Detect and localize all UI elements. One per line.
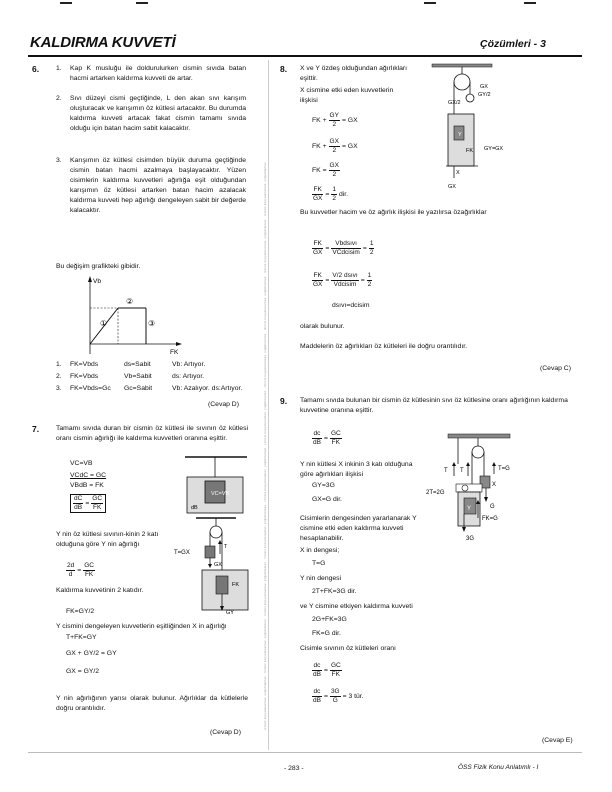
footer-rule xyxy=(28,752,582,753)
q7-eq6: T+FK=GY xyxy=(66,634,97,641)
q7-answer: (Cevap D) xyxy=(210,729,241,736)
q8-eq-3: FK = $\frac{GX}{2}$ xyxy=(312,162,339,178)
q8-text3: Bu kuvvetler hacim ve öz ağırlık ilişkisi ile yazılırsa özağırlıklar xyxy=(300,209,487,216)
fig9-g: G xyxy=(490,504,495,510)
fig9-two-t: 2T=2G xyxy=(426,490,445,496)
q9-number: 9. xyxy=(280,396,288,406)
top-mark xyxy=(424,2,436,4)
q9-text4: X in dengesi; xyxy=(300,547,340,554)
q6-table: 1. FK=Vbds ds=Sabit Vb: Artıyor. 2. FK=Vbds Vb=Sabit ds: Artıyor. 3. FK=Vbds=Gc Gc=Sabit Vb: Azalıyor. ds:Artıyor. xyxy=(56,361,243,392)
region-3: ③ xyxy=(148,319,156,328)
q8-intro: X ve Y özdeş olduğundan ağırlıkları eşittir. xyxy=(300,65,408,82)
top-mark xyxy=(524,2,536,4)
fig-gx: GX xyxy=(480,84,488,90)
q7-eq3: VBdB = FK xyxy=(70,482,104,489)
q6-item-1: 1. Kap K musluğu ile doldurulurken cismin sıvıda batan hacmi artarken kaldırma kuvveti de artar. xyxy=(56,65,246,82)
fig-fk: FK xyxy=(466,148,474,154)
region-2: ② xyxy=(126,297,134,306)
q9-text5: Y nin dengesi xyxy=(300,575,342,582)
x-axis-arrow xyxy=(176,342,182,346)
q6-number: 6. xyxy=(32,64,40,74)
q8-eq-1: FK + $\frac{GY}{2}$ = GX xyxy=(312,112,358,128)
q9-figure xyxy=(424,432,544,552)
q7-text3: Kaldırma kuvvetinin 2 katıdır. xyxy=(56,587,144,594)
q9-eq5: 2T+FK=3G dir. xyxy=(312,588,357,595)
q9-eq8: $\frac{dc}{dB}$ = $\frac{GC}{FK}$ xyxy=(313,662,341,678)
fig2-t2: T xyxy=(224,544,228,550)
q7-number: 7. xyxy=(32,424,40,434)
q9-intro: Tamamı sıvıda bulunan bir cismin öz kütlesinin sıvı öz kütlesine oranı ağırlığının kaldırma kuvvetine oranına eşittir. xyxy=(300,397,568,414)
q9-eq4: T=G xyxy=(312,560,326,567)
y-axis-arrow xyxy=(88,276,92,282)
q7-text4: Y cismini dengeleyen kuvvetlerin eşitliğinden X in ağırlığı xyxy=(56,623,227,630)
q7-eq7: GX + GY/2 = GY xyxy=(66,650,117,657)
q8-eqC: dsıvı=dcisim xyxy=(332,302,370,309)
q7-eq5: FK=GY/2 xyxy=(66,608,95,615)
q8-number: 8. xyxy=(280,64,288,74)
fig9-x: X xyxy=(492,482,497,488)
q8-conclusion: Maddelerin öz ağırlıkları öz kütleleri ile doğru orantılıdır. xyxy=(300,343,467,350)
q9-text6: ve Y cismine etkiyen kaldırma kuvveti xyxy=(300,603,413,610)
q9-eq3: GX=G dir. xyxy=(312,496,343,503)
region-1: ① xyxy=(100,319,108,328)
graph-ylabel: Vb xyxy=(93,278,101,285)
fig9-y: Y xyxy=(467,506,472,512)
fig-gx2: GX/2 xyxy=(448,100,461,106)
q7-conclusion: Y nin ağırlığının yarısı olarak bulunur. Ağırlıklar da kütlelerle doğru orantılıdır. xyxy=(56,695,248,712)
top-mark xyxy=(136,2,148,4)
fig9-tg: T=G xyxy=(498,466,510,472)
fig9-fk: FK=G xyxy=(482,516,498,522)
q7-eq4: $\frac{2d}{d}$ = $\frac{GC}{FK}$ xyxy=(67,562,94,578)
q8-text2: X cismine etki eden kuvvetlerin ilişkisi xyxy=(300,87,394,104)
q6-item-3: 3. Karışımın öz kütlesi cisimden büyük duruma geçtiğinde cismin batan hacmi azalmaya başlayacaktır. Yüzen cisimlerin kaldırma kuvvetleri ağırlığa eşit olduğundan karışımın öz kütlesi artarken batan hacim azalacak kaldırma kuvveti hep ağırlığı dengeleyen sabit bir değerde kalacaktır. xyxy=(56,157,246,214)
q9-answer: (Cevap E) xyxy=(542,737,573,744)
book-title: ÖSS Fizik Konu Anlatımlı - I xyxy=(458,764,539,771)
fig-y: Y xyxy=(458,132,462,138)
fig9-t1: T xyxy=(444,468,448,474)
page-title: KALDIRMA KUVVETİ xyxy=(30,34,176,51)
q7-intro: Tamamı sıvıda duran bir cismin öz kütlesi ile sıvının öz kütlesi oranı cismin ağırlığı ile kaldırma kuvvetleri oranına eşittir. xyxy=(56,425,248,442)
q7-figure-2 xyxy=(172,516,254,616)
fig1-label: VC=VB xyxy=(211,491,230,497)
margin-note: İzinsiz kopyalanamaz, çoğaltılamaz · İzinsiz kopyalanamaz, çoğaltılamaz · İzinsiz kopyalanamaz, çoğaltılamaz · İzinsiz kopyalanamaz, çoğaltılamaz · İzinsiz kopyalanamaz, çoğaltılamaz · İzinsiz kopyalanamaz, çoğaltılamaz · İzinsiz kopyalanamaz, çoğaltılamaz · İzinsiz kopyalanamaz, çoğaltılamaz · İzinsiz kopyalanamaz, çoğaltılamaz · İzinsiz kopyalanamaz, çoğaltılamaz xyxy=(263,162,267,730)
page-number: - 283 - xyxy=(284,765,304,772)
q9-eq6: 2G+FK=3G xyxy=(312,616,347,623)
fig2-gy: GY xyxy=(226,610,234,616)
q6-graph xyxy=(84,274,184,358)
q8-found: olarak bulunur. xyxy=(300,323,345,330)
q9-eq9: $\frac{dc}{dB}$ = $\frac{3G}{G}$ = 3 tür. xyxy=(313,688,364,704)
q8-figure xyxy=(418,62,558,192)
q8-answer: (Cevap C) xyxy=(540,365,571,372)
fig9-3g: 3G xyxy=(466,536,475,542)
fig-gy2: GY/2 xyxy=(478,92,491,98)
q8-eq-2: FK + $\frac{GX}{2}$ = GX xyxy=(312,138,358,154)
q9-eq2: GY=3G xyxy=(312,482,335,489)
fig2-t: T=GX xyxy=(174,550,190,556)
fig9-t2: T xyxy=(460,468,464,474)
q7-text2: Y nin öz kütlesi sıvının-kinin 2 katı olduğuna göre Y nin ağırlığı xyxy=(56,531,159,548)
q6-item-2: 2. Sıvı düzeyi cismi geçtiğinde, L den akan sıvı karışım oluşturacak ve karışımın öz kütlesi artacaktır. Bu durumda kaldırma kuvveti artacak fakat cismin tamamı sıvıda olduğu için batan hacim sabit kalacaktır. xyxy=(56,95,246,132)
q8-eq-ratio: $\frac{FK}{GX}$ = $\frac{1}{2}$ dir. xyxy=(313,186,349,202)
column-divider xyxy=(268,60,269,750)
q7-figure-1 xyxy=(183,455,249,517)
fig-gxb: GX xyxy=(448,184,456,190)
q9-text3: Cisimlerin dengesinden yararlanarak Y cismine etki eden kaldırma kuvveti hesaplanabilir. xyxy=(300,515,417,542)
q7-eq8: GX = GY/2 xyxy=(66,668,100,675)
q7-eq2: VCdC = GC xyxy=(70,472,107,479)
q7-eq1: VC=VB xyxy=(70,460,93,467)
q8-eqA: $\frac{FK}{GX}$ = $\frac{\text{Vbdsıvı}}{\text{VCdcisim}}$ = $\frac{1}{2}$ xyxy=(313,240,374,256)
graph-xlabel: FK xyxy=(170,349,179,356)
q8-eqB: $\frac{FK}{GX}$ = $\frac{\text{V/2 dsıvı}}{\text{Vdcisim}}$ = $\frac{1}{2}$ xyxy=(313,272,372,288)
q9-text2: Y nin kütlesi X inkinin 3 katı olduğuna göre ağırlıkları ilişkisi xyxy=(300,461,413,478)
q7-boxed-ratio: $\frac{dC}{dB}$ = $\frac{GC}{FK}$ xyxy=(70,494,106,513)
q9-text7: Cisimle sıvının öz kütleleri oranı xyxy=(300,645,396,652)
top-mark xyxy=(60,2,72,4)
q9-eq7: FK=G dir. xyxy=(312,630,341,637)
q9-eq1: $\frac{dc}{dB}$ = $\frac{GC}{FK}$ xyxy=(313,430,341,446)
header-rule xyxy=(28,55,582,57)
solutions-heading: Çözümleri - 3 xyxy=(480,38,546,50)
fig2-fk: FK xyxy=(232,582,240,588)
fig-gyx: GY=GX xyxy=(484,146,504,152)
fig1-sub: dB xyxy=(191,505,198,511)
q6-graph-intro: Bu değişim grafikteki gibidir. xyxy=(56,263,141,270)
q6-answer: (Cevap D) xyxy=(208,401,239,408)
fig-x: X xyxy=(456,170,460,176)
fig2-gx: GX xyxy=(214,562,222,568)
